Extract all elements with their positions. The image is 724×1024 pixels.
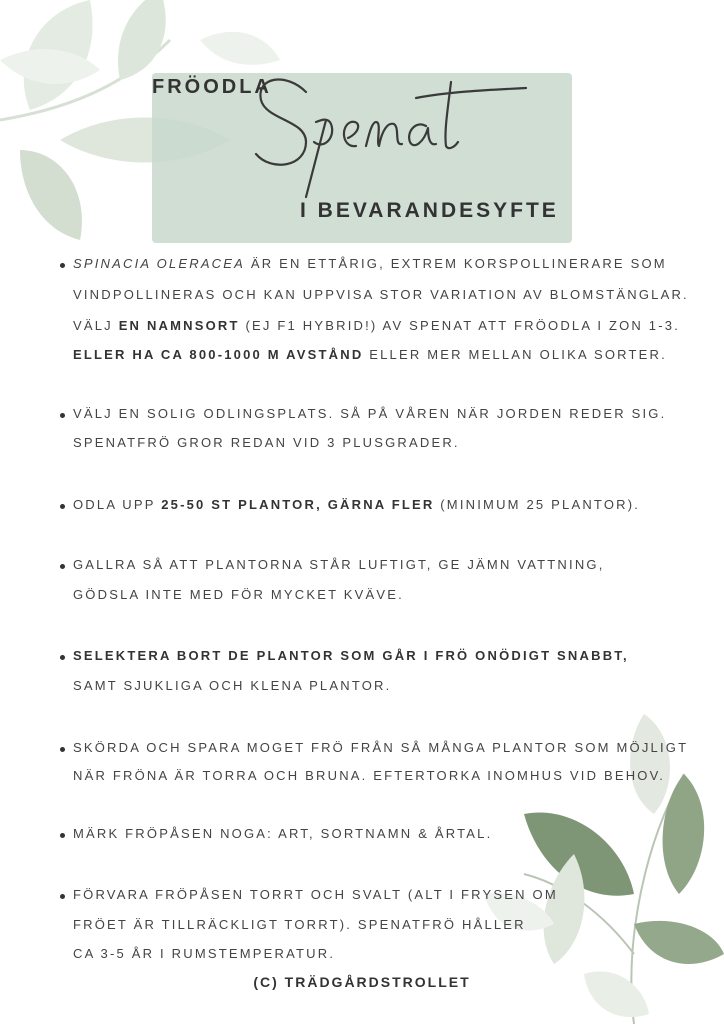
text-segment: 25-50 ST PLANTOR, GÄRNA FLER <box>161 497 435 512</box>
bullet-dot <box>60 655 65 660</box>
text-segment: VÄLJ <box>73 318 119 333</box>
bullet-text-line <box>73 826 492 841</box>
title-subtitle: I BEVARANDESYFTE <box>300 199 559 222</box>
bullet-dot <box>60 413 65 418</box>
bullet-dot <box>60 504 65 509</box>
bullet-text-line <box>73 887 558 902</box>
bullet-text-line <box>73 406 666 421</box>
bullet-text-line <box>73 497 640 512</box>
text-segment: MÄRK FRÖPÅSEN NOGA: ART, SORTNAMN & ÅRTAL. <box>73 826 493 841</box>
bullet-dot <box>60 833 65 838</box>
text-segment: VÄLJ EN SOLIG ODLINGSPLATS. SÅ PÅ VÅREN NÄR JORDEN REDER SIG. <box>73 406 667 421</box>
text-segment: ELLER HA CA 800-1000 M AVSTÅND <box>73 347 364 362</box>
bullet-text-line <box>73 740 688 755</box>
text-segment: FRÖET ÄR TILLRÄCKLIGT TORRT). SPENATFRÖ HÅLLER <box>73 917 526 932</box>
bullet-text-line <box>73 678 391 693</box>
bullet-text-line <box>73 587 404 602</box>
text-segment: SKÖRDA OCH SPARA MOGET FRÖ FRÅN SÅ MÅNGA PLANTOR SOM MÖJLIGT <box>73 740 689 755</box>
bullet-dot <box>60 894 65 899</box>
text-segment: ODLA UPP <box>73 497 162 512</box>
bullet-text-line <box>73 917 526 932</box>
text-segment: (EJ F1 HYBRID!) AV SPENAT ATT FRÖODLA I ZON 1-3. <box>239 318 681 333</box>
text-segment: NÄR FRÖNA ÄR TORRA OCH BRUNA. EFTERTORKA INOMHUS VID BEHOV. <box>73 768 666 783</box>
text-segment: EN NAMNSORT <box>118 318 240 333</box>
text-segment: SAMT SJUKLIGA OCH KLENA PLANTOR. <box>73 678 392 693</box>
text-segment: VINDPOLLINERAS OCH KAN UPPVISA STOR VARIATION AV BLOMSTÄNGLAR. <box>73 287 689 302</box>
bullet-dot <box>60 263 65 268</box>
bullet-text-line <box>73 946 335 961</box>
text-segment: GÖDSLA INTE MED FÖR MYCKET KVÄVE. <box>73 587 404 602</box>
text-segment: SELEKTERA BORT DE PLANTOR SOM GÅR I FRÖ ONÖDIGT SNABBT, <box>73 648 629 663</box>
text-segment: GALLRA SÅ ATT PLANTORNA STÅR LUFTIGT, GE JÄMN VATTNING, <box>73 557 605 572</box>
bullet-text-line <box>73 318 680 333</box>
bullet-text-line <box>73 557 605 572</box>
text-segment: (MINIMUM 25 PLANTOR). <box>434 497 641 512</box>
text-segment: CA 3-5 ÅR I RUMSTEMPERATUR. <box>73 946 336 961</box>
bullet-text-line <box>73 648 629 663</box>
bullet-text-line <box>73 768 665 783</box>
footer-credit: (C) TRÄDGÅRDSTROLLET <box>253 974 471 990</box>
bullet-text-line <box>73 287 689 302</box>
text-segment: ÄR EN ETTÅRIG, EXTREM KORSPOLLINERARE SOM <box>245 256 667 271</box>
text-segment: FÖRVARA FRÖPÅSEN TORRT OCH SVALT (ALT I FRYSEN OM <box>73 887 558 902</box>
title-top-label: FRÖODLA <box>152 76 272 98</box>
bullet-text-line <box>73 256 667 271</box>
text-segment: SPINACIA OLERACEA <box>73 256 246 271</box>
bullet-dot <box>60 564 65 569</box>
text-segment: ELLER MER MELLAN OLIKA SORTER. <box>363 347 667 362</box>
bullet-dot <box>60 747 65 752</box>
text-segment: SPENATFRÖ GROR REDAN VID 3 PLUSGRADER. <box>73 435 460 450</box>
bullet-text-line <box>73 347 667 362</box>
bullet-text-line <box>73 435 460 450</box>
